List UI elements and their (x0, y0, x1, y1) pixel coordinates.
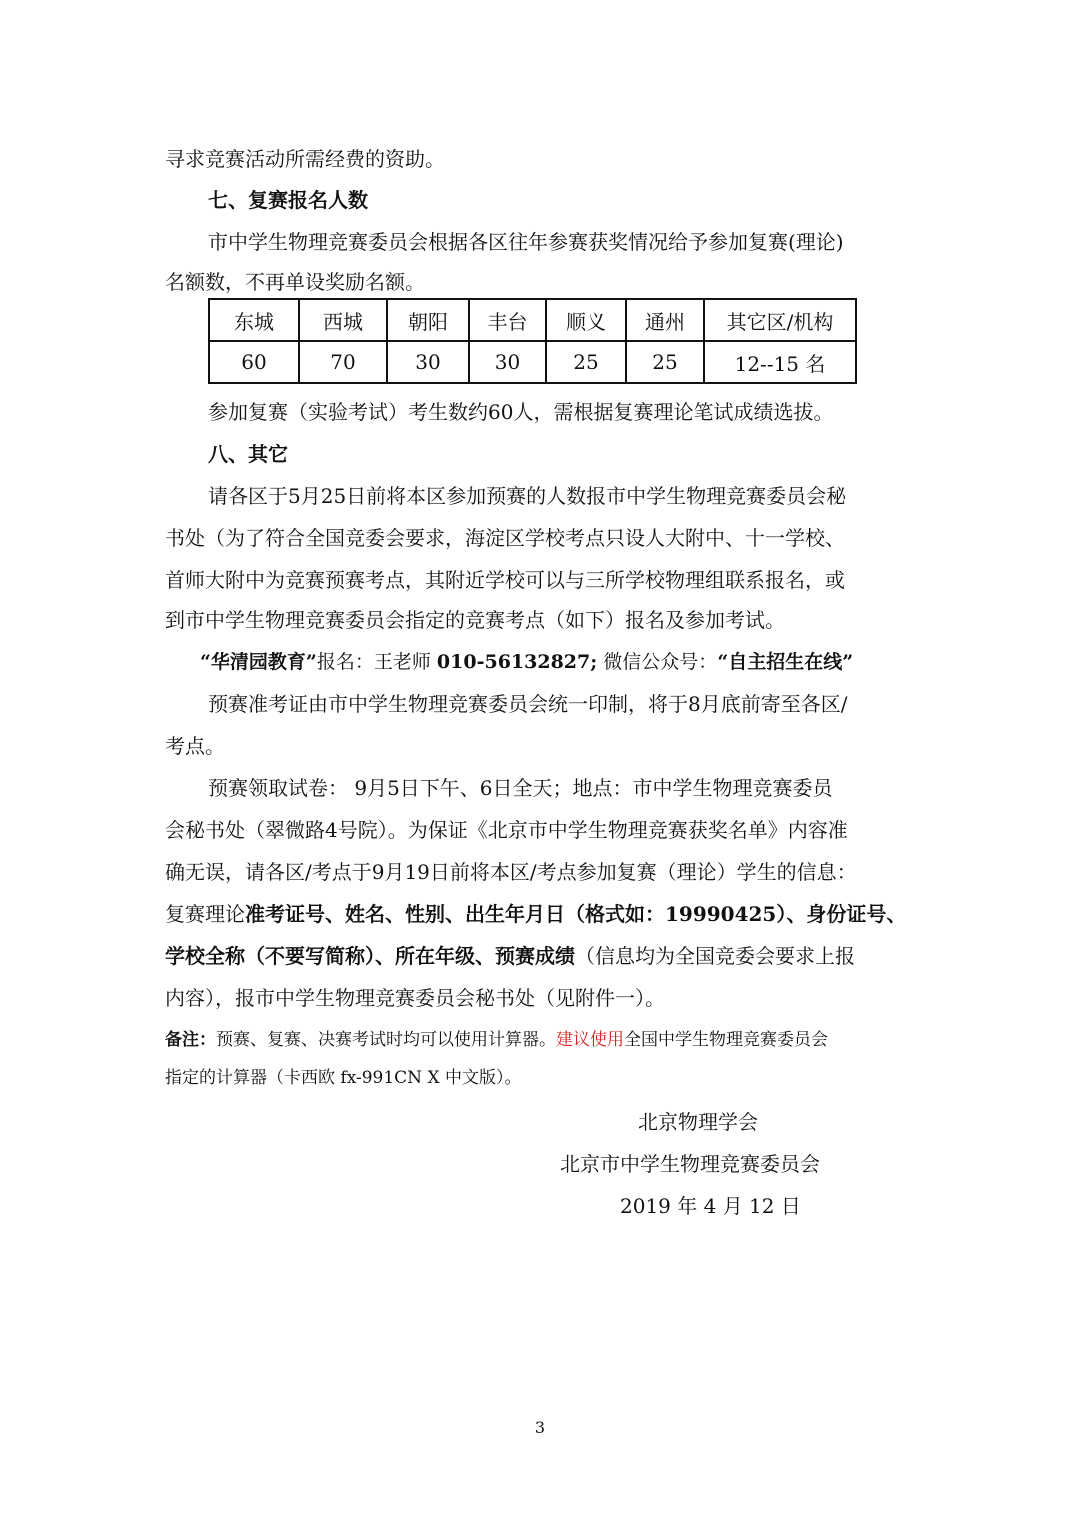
ad-wechat-label: 微信公众号： (603, 651, 718, 673)
table-value-cell: 30 (387, 341, 469, 383)
section-8-p1-line4: 到市中学生物理竞赛委员会指定的竞赛考点（如下）报名及参加考试。 (165, 608, 785, 632)
funding-paragraph-tail: 寻求竞赛活动所需经费的资助。 (165, 147, 445, 171)
signature-date: 2019 年 4 月 12 日 (620, 1194, 801, 1218)
table-value-cell: 25 (546, 341, 626, 383)
signature-org1: 北京物理学会 (638, 1110, 758, 1134)
registration-ad (200, 648, 853, 676)
section-8-p3-line5 (165, 942, 855, 970)
quota-table-value-row (209, 341, 856, 383)
signature-org2: 北京市中学生物理竞赛委员会 (560, 1152, 820, 1176)
quota-table-header-row (209, 299, 856, 341)
section-8-p3-line3: 确无误，请各区/考点于9月19日前将本区/考点参加复赛（理论）学生的信息： (165, 860, 857, 884)
section-8-p1-line2: 书处（为了符合全国竞委会要求，海淀区学校考点只设人大附中、十一学校、 (165, 526, 845, 550)
table-value-cell: 12--15 名 (704, 341, 856, 383)
section-8-p1-line1: 请各区于5月25日前将本区参加预赛的人数报市中学生物理竞赛委员会秘 (208, 484, 847, 508)
table-header-cell: 东城 (209, 299, 299, 341)
table-header-cell: 丰台 (469, 299, 546, 341)
table-header-cell: 其它区/机构 (704, 299, 856, 341)
section-8-p3-line4 (165, 900, 906, 928)
table-value-cell: 70 (299, 341, 387, 383)
table-value-cell: 25 (626, 341, 704, 383)
p3-line4-plain: 复赛理论 (165, 902, 245, 926)
experiment-note: 参加复赛（实验考试）考生数约60人，需根据复赛理论笔试成绩选拔。 (208, 400, 834, 424)
remark-text-red: 建议使用 (556, 1030, 624, 1050)
section-8-p3-line1: 预赛领取试卷： 9月5日下午、6日全天；地点：市中学生物理竞赛委员 (208, 776, 833, 800)
ad-org-name: “华清园教育” (200, 651, 317, 673)
section-7-heading: 七、复赛报名人数 (208, 188, 368, 212)
table-header-cell: 西城 (299, 299, 387, 341)
section-8-p3-line6: 内容），报市中学生物理竞赛委员会秘书处（见附件一）。 (165, 986, 665, 1010)
section-8-p2-line1: 预赛准考证由市中学生物理竞赛委员会统一印制，将于8月底前寄至各区/ (208, 692, 848, 716)
section-8-p1-line3: 首师大附中为竞赛预赛考点，其附近学校可以与三所学校物理组联系报名，或 (165, 568, 845, 592)
table-value-cell: 60 (209, 341, 299, 383)
quota-table (208, 298, 857, 384)
section-8-heading: 八、其它 (208, 442, 288, 466)
ad-phone: 010-56132827; (436, 651, 598, 673)
ad-wechat-name: “自主招生在线” (717, 651, 854, 673)
table-header-cell: 朝阳 (387, 299, 469, 341)
remark-text-b: 全国中学生物理竞赛委员会 (624, 1030, 828, 1050)
remark-line1 (165, 1026, 828, 1054)
table-header-cell: 顺义 (546, 299, 626, 341)
ad-reg-label: 报名：王老师 (316, 651, 431, 673)
table-header-cell: 通州 (626, 299, 704, 341)
remark-text-a: 预赛、复赛、决赛考试时均可以使用计算器。 (216, 1030, 556, 1050)
section-8-p3-line2: 会秘书处（翠微路4号院）。为保证《北京市中学生物理竞赛获奖名单》内容准 (165, 818, 848, 842)
section-8-p2-line2: 考点。 (165, 734, 225, 758)
p3-line5-bold: 学校全称（不要写简称）、所在年级、预赛成绩 (165, 944, 575, 968)
section-7-intro-line2: 名额数，不再单设奖励名额。 (165, 270, 425, 294)
p3-line4-bold: 准考证号、姓名、性别、出生年月日（格式如：19990425）、身份证号、 (245, 902, 907, 926)
page-number: 3 (534, 1418, 546, 1437)
p3-line5-plain: （信息均为全国竞委会要求上报 (575, 944, 855, 968)
remark-line2: 指定的计算器（卡西欧 fx-991CN X 中文版）。 (165, 1068, 522, 1088)
remark-label: 备注： (165, 1030, 216, 1050)
section-7-intro-line1: 市中学生物理竞赛委员会根据各区往年参赛获奖情况给予参加复赛(理论) (208, 230, 844, 254)
table-value-cell: 30 (469, 341, 546, 383)
